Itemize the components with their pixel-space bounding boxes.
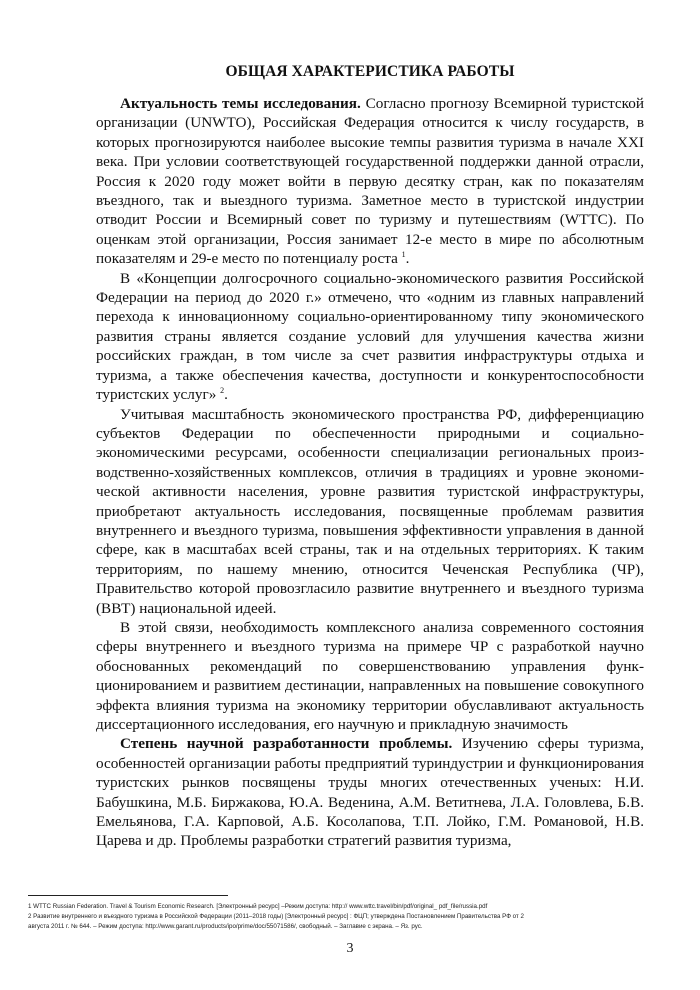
paragraph-necessity	[96, 618, 644, 734]
paragraph-degree	[96, 734, 644, 850]
paragraph-lead: Актуальность темы исследования.	[120, 95, 361, 112]
paragraph-text: Учитывая масштабность экономического пространства РФ, дифференциацию субъектов Федерации по обеспеченности природными и социально-экономическими ресурсами, особенности специализации региональных производственно-хозяйственных комплексов, отличия в традициях и уровне экономической активности населения, уровне развития туристской инфраструктуры, приобретают актуальность исследования, посвященные проблемам развития внутреннего и въездного туризма, повышения эффективности управления в данной сфере, как в масштабах всей страны, так и на отдельных территориях. К таким территориям, по нашему мнению, относится Чеченская Республика (ЧР), Правительство которой провозгласило развитие внутреннего и въездного туризма (ВВТ) национальной идеей.	[96, 405, 644, 617]
paragraph-scale	[96, 405, 644, 618]
paragraph-text: Изучению сферы туризма, особенностей организации работы предприятий туриндустрии и функционирования туристских рынков посвящены труды многих отечественных ученых: Н.И. Бабушкина, М.Б. Биржакова, Ю.А. Веденина, А.М. Ветитнева, Л.А. Головлева, Б.В. Емельянова, Г.А. Карповой, А.Б. Косолапова, Т.П. Лойко, Г.М. Романовой, Н.В. Царева и др. Проблемы разработки стратегий развития туризма,	[96, 735, 645, 850]
footnote-1: 1 WTTC Russian Federation. Travel & Tourism Economic Research. [Электронный ресурс] –Режим доступа: http:// www.wttc.travel/bin/pdf/original_ pdf_file/russia.pdf	[28, 903, 488, 910]
page-title: ОБЩАЯ ХАРАКТЕРИСТИКА РАБОТЫ	[225, 63, 515, 80]
paragraph-lead: Степень научной разработанности проблемы.	[120, 735, 453, 753]
paragraph-tail: .	[224, 386, 228, 404]
paragraph-relevance	[96, 94, 644, 269]
footnote-2: 2 Развитие внутреннего и въездного туризма в Российской Федерации (2011–2018 годы) [Электронный ресурс] : ФЦП; утверждена Постановлением Правительства РФ от 2	[28, 913, 524, 920]
paragraph-text: В этой связи, необходимость комплексного анализа современного состояния сферы внутреннего и въездного туризма на примере ЧР с разработкой научно обоснованных рекомендаций по совершенствованию управления функционированием и развитием дестинации, направленных на повышение совокупного эффекта влияния туризма на экономику территории обуславливают актуальность диссертационного исследования, его научную и прикладную значимость	[96, 618, 644, 733]
footnote-ref[interactable]: 2	[220, 386, 225, 396]
paragraph-tail: .	[405, 250, 410, 268]
footnote-2-continued: августа 2011 г. № 644. – Режим доступа: http://www.garant.ru/products/ipo/prime/doc/55071586/, свободный. – Заглавие с экрана. – Яз. рус.	[28, 923, 423, 930]
paragraph-text: В «Концепции долгосрочного социально-экономического развития Российской Федерации на период до 2020 г.» отмечено, что «одним из главных направлений перехода к инновационному социально-ориентированному типу экономического развития страны является создание условий для улучшения качества жизни российских граждан, в том числе за счет развития инфраструктуры отдыха и туризма, а также обеспечения качества, доступности и конкурентоспособности туристских услуг»	[96, 269, 644, 404]
footnotes	[28, 895, 668, 932]
footnote-ref[interactable]: 1	[401, 250, 406, 260]
document-page	[96, 62, 644, 851]
paragraph-text: Согласно прогнозу Всемирной туристской организации (UNWTO), Российская Федерация относится к числу государств, в которых прогнозируются наиболее высокие темпы развития туризма в начале XXI века. При условии соответствующей государственной поддержки данной отрасли, Россия к 2020 году может войти в первую десятку стран, как по показателям въездного, так и выездного туризма. Заметное место в туристской индустрии отводит России и Всемирный совет по туризму и путешествиям (WTTC). По оценкам этой организации, Россия занимает 12-е место в мире по абсолютным показателям и 29-е место по потенциалу роста	[96, 95, 644, 268]
page-number: 3	[346, 941, 354, 956]
footnote-divider	[28, 895, 228, 896]
paragraph-concept	[96, 269, 644, 405]
